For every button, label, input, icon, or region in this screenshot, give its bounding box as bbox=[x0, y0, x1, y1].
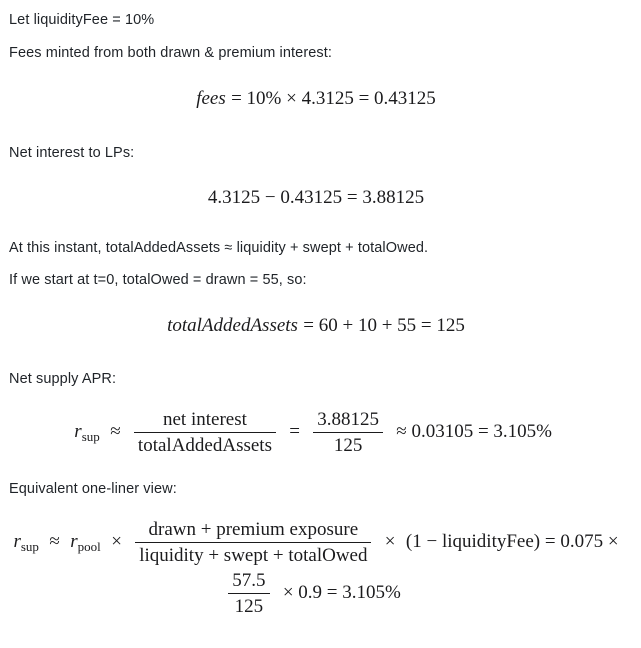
math-var-r: r bbox=[70, 530, 78, 552]
math-denominator: 125 bbox=[228, 593, 269, 618]
equation-one-liner-line1 bbox=[9, 518, 623, 567]
document bbox=[0, 11, 641, 618]
equation-total-added-assets bbox=[9, 314, 623, 337]
math-var-total-added-assets: totalAddedAssets bbox=[167, 315, 298, 336]
math-body: = 10% × 4.3125 = 0.43125 bbox=[231, 87, 436, 109]
equation-supply-rate bbox=[9, 408, 623, 457]
math-var-r: r bbox=[74, 420, 82, 442]
math-numerator: 57.5 bbox=[232, 570, 266, 591]
math-var-r: r bbox=[13, 530, 21, 552]
paragraph-fees-minted: Fees minted from both drawn & premium interest: bbox=[9, 44, 333, 61]
paragraph-let-liquidity-fee: Let liquidityFee = 10% bbox=[9, 12, 155, 28]
math-fraction-exposure bbox=[135, 518, 371, 567]
math-denominator: liquidity + swept + totalOwed bbox=[135, 542, 371, 567]
paragraph-equivalent-one-liner: Equivalent one-liner view: bbox=[9, 481, 177, 497]
equation-one-liner-line2 bbox=[9, 569, 623, 618]
math-fraction-ratio bbox=[228, 569, 269, 618]
math-subscript-sup: sup bbox=[20, 538, 39, 554]
math-numerator: drawn + premium exposure bbox=[148, 519, 359, 540]
equation-net-interest bbox=[9, 186, 623, 209]
equation-one-liner bbox=[9, 518, 623, 618]
math-approx-sign: ≈ bbox=[49, 530, 60, 552]
math-body: 4.3125 − 0.43125 = 3.88125 bbox=[207, 186, 425, 208]
math-numerator: net interest bbox=[163, 409, 247, 430]
paragraph-net-supply-apr: Net supply APR: bbox=[9, 371, 117, 387]
equation-fees bbox=[9, 87, 623, 110]
math-tail: (1 − liquidityFee) = 0.075 × bbox=[405, 530, 619, 552]
math-denominator: 125 bbox=[313, 432, 383, 457]
math-numerator: 3.88125 bbox=[317, 409, 379, 430]
math-fraction-values bbox=[313, 408, 383, 457]
math-subscript-sup: sup bbox=[81, 428, 100, 444]
math-result: ≈ 0.03105 = 3.105% bbox=[396, 420, 553, 442]
math-denominator: totalAddedAssets bbox=[134, 432, 276, 457]
math-approx-sign: ≈ bbox=[110, 420, 121, 442]
math-subscript-pool: pool bbox=[77, 538, 101, 554]
math-fraction-net-interest bbox=[134, 408, 276, 457]
math-times-sign: × bbox=[384, 530, 396, 552]
math-times-sign: × bbox=[111, 530, 122, 552]
math-var-fees: fees bbox=[196, 87, 226, 109]
math-result: × 0.9 = 3.105% bbox=[282, 581, 401, 603]
paragraph-at-this-instant: At this instant, totalAddedAssets ≈ liquidity + swept + totalOwed. bbox=[9, 239, 429, 256]
paragraph-if-we-start: If we start at t=0, totalOwed = drawn = 55, so: bbox=[9, 272, 307, 288]
paragraph-net-interest-lps: Net interest to LPs: bbox=[9, 144, 135, 161]
math-body: = 60 + 10 + 55 = 125 bbox=[303, 315, 465, 336]
math-equals-sign: = bbox=[289, 420, 300, 442]
